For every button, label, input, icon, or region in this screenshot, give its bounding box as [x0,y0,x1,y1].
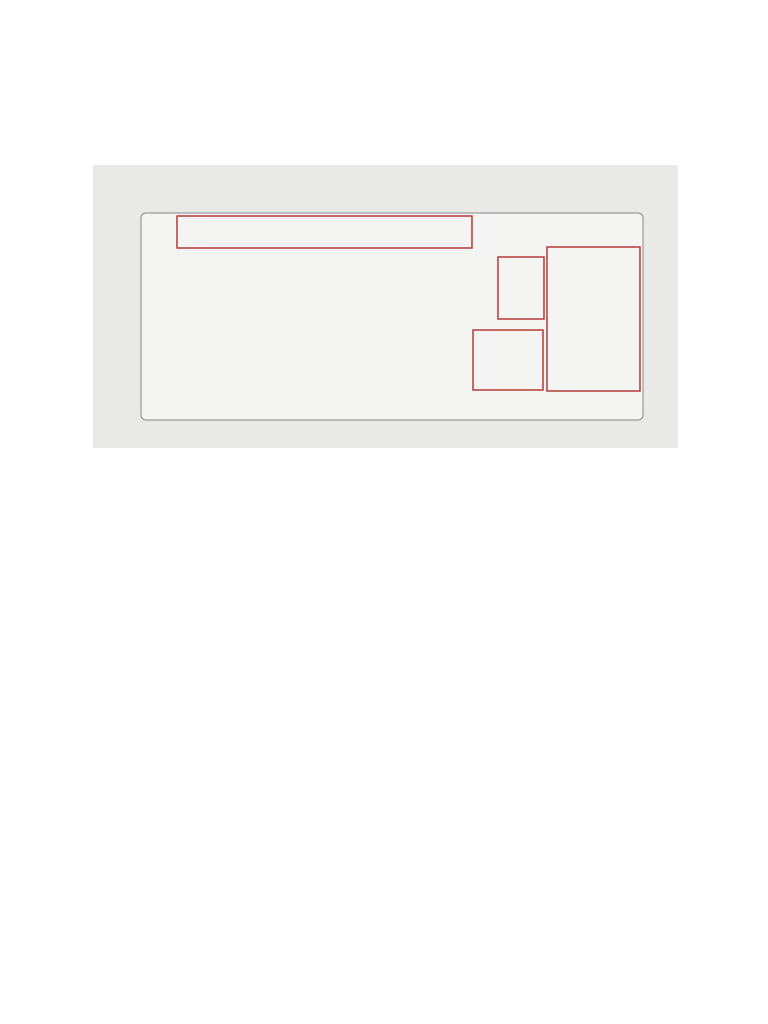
keyboard-body [141,213,643,420]
keyboard-diagram [93,165,678,448]
